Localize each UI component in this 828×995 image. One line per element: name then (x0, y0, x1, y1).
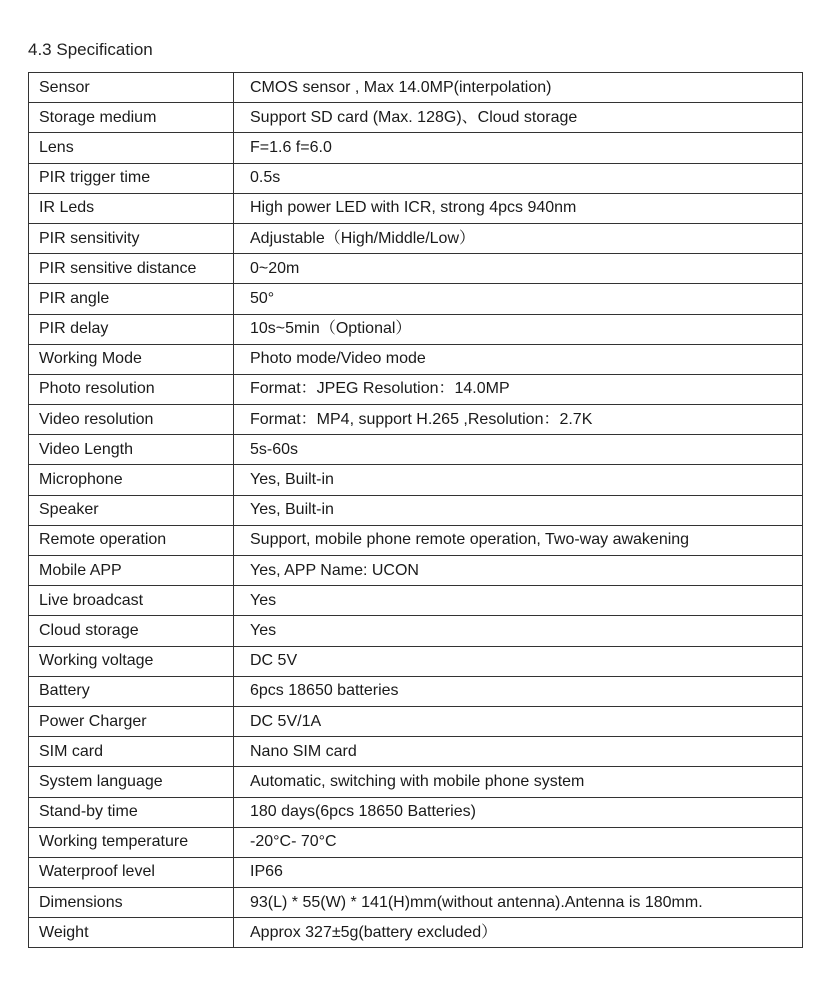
spec-value: 10s~5min（Optional） (234, 314, 803, 344)
spec-label: PIR angle (29, 284, 234, 314)
spec-label: Mobile APP (29, 556, 234, 586)
spec-label: PIR sensitive distance (29, 254, 234, 284)
spec-value: Nano SIM card (234, 737, 803, 767)
spec-label: Live broadcast (29, 586, 234, 616)
table-row (29, 857, 803, 887)
table-row (29, 465, 803, 495)
spec-value: 180 days(6pcs 18650 Batteries) (234, 797, 803, 827)
specification-table-body (29, 73, 803, 948)
spec-label: Stand-by time (29, 797, 234, 827)
spec-label: Storage medium (29, 103, 234, 133)
spec-value: 93(L) * 55(W) * 141(H)mm(without antenna).Antenna is 180mm. (234, 888, 803, 918)
table-row (29, 525, 803, 555)
spec-value: Yes, Built-in (234, 465, 803, 495)
spec-label: Battery (29, 676, 234, 706)
table-row (29, 103, 803, 133)
spec-label: Speaker (29, 495, 234, 525)
spec-value: 5s-60s (234, 435, 803, 465)
spec-value: 6pcs 18650 batteries (234, 676, 803, 706)
table-row (29, 223, 803, 253)
spec-value: Adjustable（High/Middle/Low） (234, 223, 803, 253)
spec-value: High power LED with ICR, strong 4pcs 940nm (234, 193, 803, 223)
spec-label: PIR delay (29, 314, 234, 344)
spec-label: SIM card (29, 737, 234, 767)
table-row (29, 767, 803, 797)
spec-value: -20°C- 70°C (234, 827, 803, 857)
spec-value: Yes (234, 616, 803, 646)
table-row (29, 797, 803, 827)
table-row (29, 344, 803, 374)
spec-value: Support SD card (Max. 128G)、Cloud storage (234, 103, 803, 133)
spec-label: Microphone (29, 465, 234, 495)
table-row (29, 254, 803, 284)
table-row (29, 133, 803, 163)
spec-value: Support, mobile phone remote operation, Two-way awakening (234, 525, 803, 555)
spec-label: Sensor (29, 73, 234, 103)
spec-value: Format：JPEG Resolution：14.0MP (234, 374, 803, 404)
table-row (29, 827, 803, 857)
spec-value: DC 5V (234, 646, 803, 676)
spec-value: F=1.6 f=6.0 (234, 133, 803, 163)
spec-label: PIR trigger time (29, 163, 234, 193)
table-row (29, 586, 803, 616)
spec-label: Remote operation (29, 525, 234, 555)
spec-value: Automatic, switching with mobile phone system (234, 767, 803, 797)
section-title: 4.3 Specification (28, 40, 153, 59)
spec-value: CMOS sensor , Max 14.0MP(interpolation) (234, 73, 803, 103)
spec-label: IR Leds (29, 193, 234, 223)
table-row (29, 676, 803, 706)
spec-value: Yes, Built-in (234, 495, 803, 525)
table-row (29, 193, 803, 223)
spec-label: PIR sensitivity (29, 223, 234, 253)
spec-value: Yes, APP Name: UCON (234, 556, 803, 586)
spec-label: Power Charger (29, 706, 234, 736)
spec-value: Format：MP4, support H.265 ,Resolution：2.7K (234, 405, 803, 435)
spec-label: Weight (29, 918, 234, 948)
spec-label: Dimensions (29, 888, 234, 918)
table-row (29, 405, 803, 435)
table-row (29, 888, 803, 918)
spec-value: 0~20m (234, 254, 803, 284)
table-row (29, 556, 803, 586)
spec-value: Photo mode/Video mode (234, 344, 803, 374)
table-row (29, 616, 803, 646)
specification-table (28, 72, 803, 948)
table-row (29, 163, 803, 193)
table-row (29, 374, 803, 404)
table-row (29, 706, 803, 736)
table-row (29, 314, 803, 344)
spec-value: Approx 327±5g(battery excluded） (234, 918, 803, 948)
table-row (29, 284, 803, 314)
table-row (29, 435, 803, 465)
spec-label: Cloud storage (29, 616, 234, 646)
spec-value: Yes (234, 586, 803, 616)
spec-value: DC 5V/1A (234, 706, 803, 736)
spec-label: Working temperature (29, 827, 234, 857)
table-row (29, 737, 803, 767)
spec-label: Lens (29, 133, 234, 163)
spec-label: Working voltage (29, 646, 234, 676)
spec-value: 0.5s (234, 163, 803, 193)
spec-label: System language (29, 767, 234, 797)
spec-label: Video Length (29, 435, 234, 465)
spec-label: Photo resolution (29, 374, 234, 404)
table-row (29, 646, 803, 676)
table-row (29, 918, 803, 948)
spec-label: Working Mode (29, 344, 234, 374)
spec-label: Waterproof level (29, 857, 234, 887)
spec-value: 50° (234, 284, 803, 314)
spec-value: IP66 (234, 857, 803, 887)
table-row (29, 495, 803, 525)
spec-label: Video resolution (29, 405, 234, 435)
table-row (29, 73, 803, 103)
